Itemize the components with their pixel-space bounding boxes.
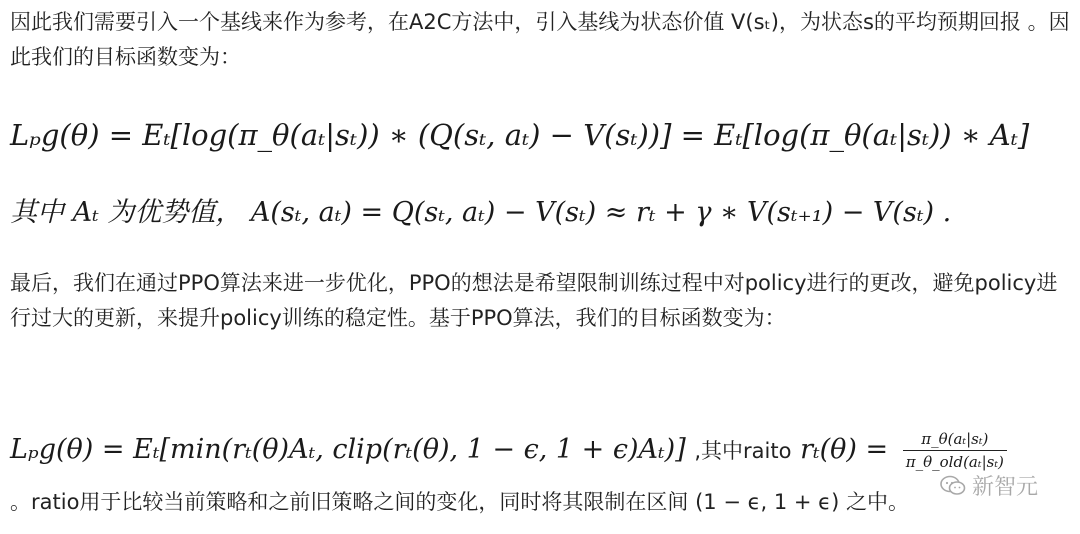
watermark bbox=[940, 470, 1038, 501]
equation-ppo-main: Lₚg(θ) = Eₜ[min(rₜ(θ)Aₜ, clip(rₜ(θ), 1 − ϵ, 1 + ϵ)Aₜ)] bbox=[10, 434, 686, 465]
paragraph-ppo: 最后，我们在通过PPO算法来进一步优化，PPO的想法是希望限制训练过程中对policy进行的更改，避免policy进行过大的更新，来提升policy训练的稳定性。基于PPO算法，我们的目标函数变为： bbox=[10, 271, 1058, 330]
ratio-numerator: π_θ(aₜ|sₜ) bbox=[903, 430, 1007, 451]
paragraph-ratio: 。ratio用于比较当前策略和之前旧策略之间的变化，同时将其限制在区间 (1 − ϵ, 1 + ϵ) 之中。 bbox=[10, 490, 909, 514]
equation-advantage: 其中 Aₜ 为优势值， A(sₜ, aₜ) = Q(sₜ, aₜ) − V(sₜ) ≈ rₜ + γ ∗ V(sₜ₊₁) − V(sₜ) . bbox=[10, 197, 952, 228]
ratio-denominator: π_θ_old(aₜ|sₜ) bbox=[905, 453, 1004, 471]
paragraph-baseline: 因此我们需要引入一个基线来作为参考，在A2C方法中，引入基线为状态价值 V(sₜ)，为状态s的平均预期回报 。因此我们的目标函数变为： bbox=[10, 10, 1070, 69]
equation-ratio-lhs: rₜ(θ) = bbox=[800, 434, 889, 465]
equation-policy-gradient: Lₚg(θ) = Eₜ[log(π_θ(aₜ|sₜ)) ∗ (Q(sₜ, aₜ) − V(sₜ))] = Eₜ[log(π_θ(aₜ|sₜ)) ∗ Aₜ] bbox=[10, 118, 1030, 152]
ratio-fraction bbox=[903, 430, 1007, 471]
watermark-text: 新智元 bbox=[972, 475, 1039, 500]
equation-ppo-text: ,其中raito bbox=[694, 439, 792, 463]
equation-ppo-objective bbox=[10, 430, 1007, 471]
wechat-icon bbox=[940, 475, 966, 497]
